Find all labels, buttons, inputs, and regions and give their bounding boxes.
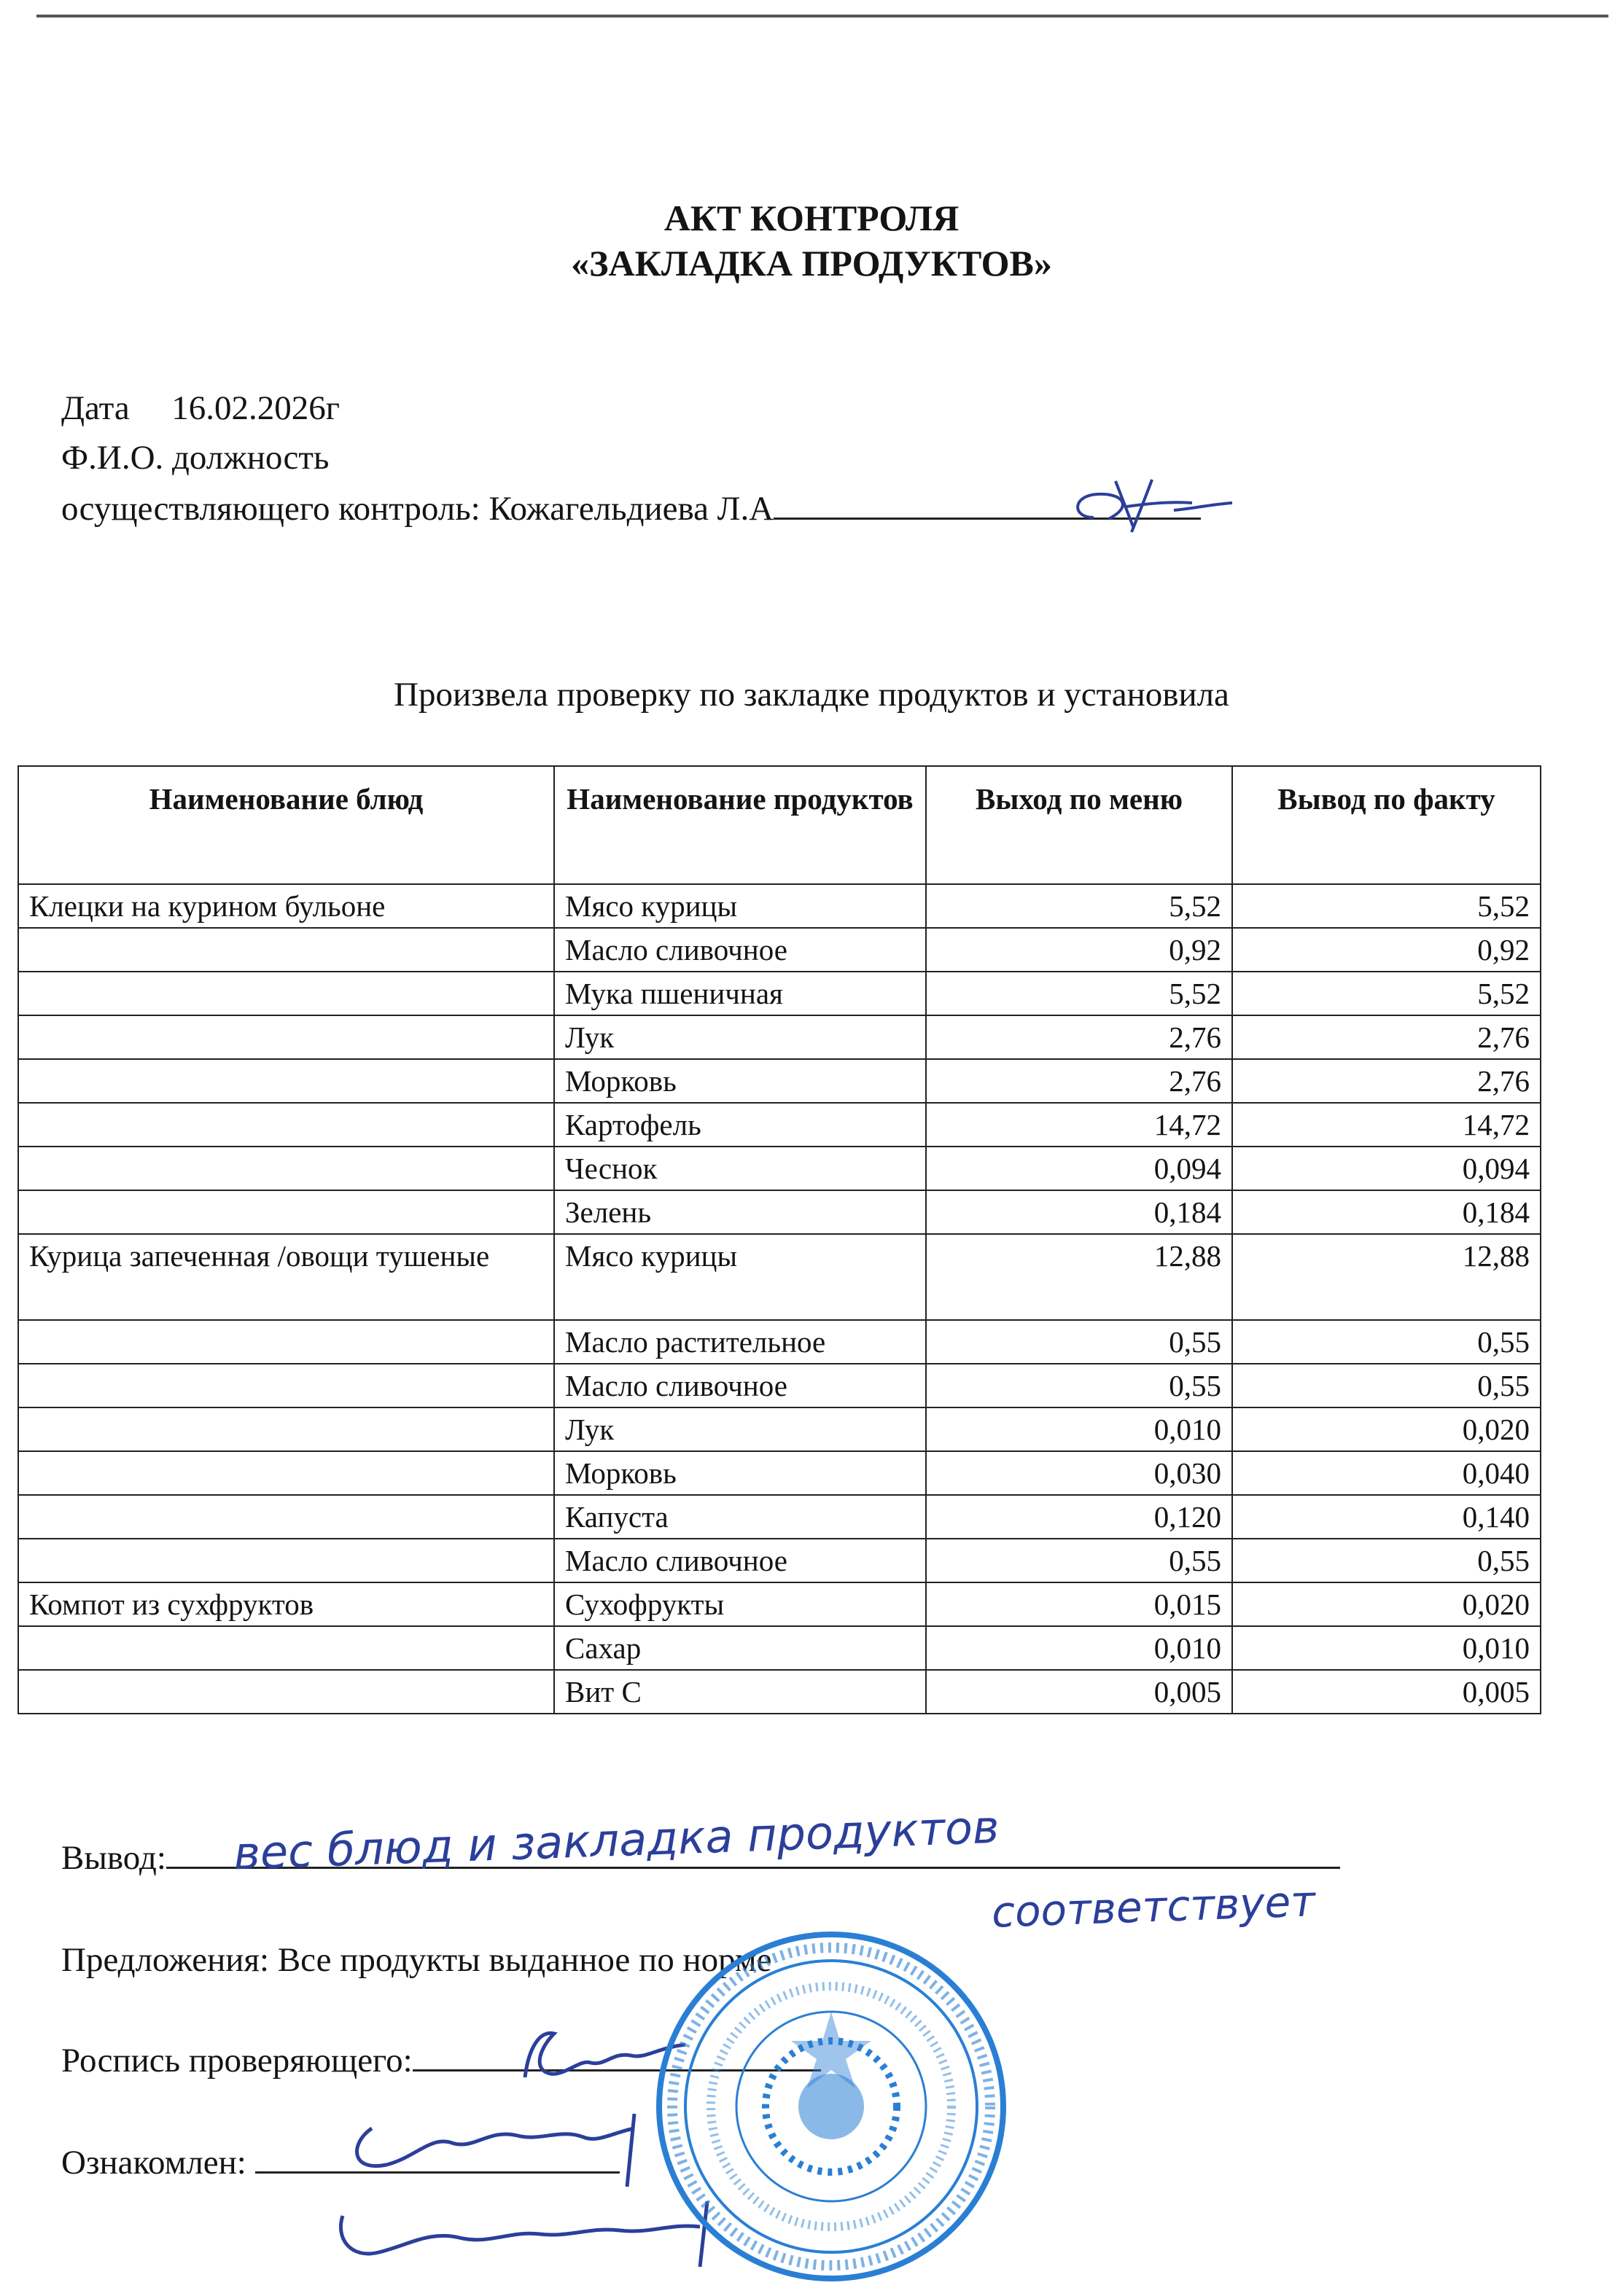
cell-actual-yield: 0,010 <box>1232 1626 1541 1670</box>
cell-menu-yield: 0,92 <box>926 928 1232 972</box>
cell-dish <box>18 1147 554 1190</box>
cell-actual-yield: 0,55 <box>1232 1539 1541 1582</box>
cell-actual-yield: 0,040 <box>1232 1451 1541 1495</box>
table-row <box>18 1015 1541 1059</box>
cell-menu-yield: 0,184 <box>926 1190 1232 1234</box>
cell-actual-yield: 5,52 <box>1232 884 1541 928</box>
title-line-2: «ЗАКЛАДКА ПРОДУКТОВ» <box>571 243 1052 284</box>
cell-actual-yield: 2,76 <box>1232 1059 1541 1103</box>
cell-actual-yield: 5,52 <box>1232 972 1541 1015</box>
document-title <box>0 195 1623 286</box>
table-row <box>18 1320 1541 1364</box>
cell-dish: Курица запеченная /овощи тушеные <box>18 1234 554 1320</box>
cell-product: Масло растительное <box>554 1320 926 1364</box>
cell-menu-yield: 0,030 <box>926 1451 1232 1495</box>
table-row <box>18 1451 1541 1495</box>
cell-dish <box>18 1495 554 1539</box>
cell-product: Картофель <box>554 1103 926 1147</box>
cell-menu-yield: 2,76 <box>926 1015 1232 1059</box>
table-row <box>18 972 1541 1015</box>
controller-row <box>61 488 1201 529</box>
cell-dish <box>18 1059 554 1103</box>
cell-product: Масло сливочное <box>554 1539 926 1582</box>
cell-dish: Компот из сухфруктов <box>18 1582 554 1626</box>
cell-dish <box>18 1626 554 1670</box>
cell-menu-yield: 0,010 <box>926 1626 1232 1670</box>
cell-dish <box>18 928 554 972</box>
cell-menu-yield: 5,52 <box>926 884 1232 928</box>
cell-product: Мясо курицы <box>554 1234 926 1320</box>
cell-actual-yield: 0,92 <box>1232 928 1541 972</box>
cell-product: Капуста <box>554 1495 926 1539</box>
table-row <box>18 1407 1541 1451</box>
table-row <box>18 884 1541 928</box>
date-value: 16.02.2026г <box>171 389 340 427</box>
cell-dish <box>18 1670 554 1714</box>
cell-dish <box>18 1539 554 1582</box>
title-line-1: АКТ КОНТРОЛЯ <box>663 198 960 238</box>
cell-actual-yield: 0,140 <box>1232 1495 1541 1539</box>
cell-actual-yield: 12,88 <box>1232 1234 1541 1320</box>
table-header-row <box>18 766 1541 884</box>
cell-menu-yield: 2,76 <box>926 1059 1232 1103</box>
conclusion-label: Вывод: <box>61 1839 166 1877</box>
cell-dish <box>18 1190 554 1234</box>
table-row <box>18 1059 1541 1103</box>
cell-menu-yield: 5,52 <box>926 972 1232 1015</box>
table-row <box>18 1234 1541 1320</box>
table-row <box>18 1539 1541 1582</box>
cell-product: Сахар <box>554 1626 926 1670</box>
header-actual-yield: Вывод по факту <box>1232 766 1541 884</box>
cell-menu-yield: 0,55 <box>926 1320 1232 1364</box>
cell-actual-yield: 0,020 <box>1232 1582 1541 1626</box>
header-dish: Наименование блюд <box>18 766 554 884</box>
cell-actual-yield: 0,55 <box>1232 1320 1541 1364</box>
cell-dish <box>18 972 554 1015</box>
cell-dish <box>18 1407 554 1451</box>
date-label: Дата <box>61 389 130 427</box>
cell-product: Чеснок <box>554 1147 926 1190</box>
cell-product: Масло сливочное <box>554 1364 926 1407</box>
cell-menu-yield: 0,094 <box>926 1147 1232 1190</box>
cell-product: Лук <box>554 1407 926 1451</box>
date-row <box>61 388 340 429</box>
fio-label: Ф.И.О. должность <box>61 439 330 477</box>
cell-actual-yield: 0,184 <box>1232 1190 1541 1234</box>
cell-menu-yield: 0,120 <box>926 1495 1232 1539</box>
intro-text: Произвела проверку по закладке продуктов и установила <box>394 676 1229 714</box>
cell-product: Лук <box>554 1015 926 1059</box>
table-row <box>18 1495 1541 1539</box>
table-row <box>18 1670 1541 1714</box>
cell-actual-yield: 2,76 <box>1232 1015 1541 1059</box>
controller-signature <box>1065 466 1239 547</box>
table-row <box>18 928 1541 972</box>
inspector-label: Роспись проверяющего: <box>61 2042 413 2080</box>
cell-dish <box>18 1364 554 1407</box>
conclusion-handwriting-1: вес блюд и закладка продуктов <box>233 1800 1000 1881</box>
acquainted-label: Ознакомлен: <box>61 2144 246 2182</box>
cell-actual-yield: 0,020 <box>1232 1407 1541 1451</box>
cell-menu-yield: 0,55 <box>926 1539 1232 1582</box>
proposals-text: Предложения: Все продукты выданное по норме <box>61 1941 772 1979</box>
cell-actual-yield: 0,094 <box>1232 1147 1541 1190</box>
controller-label: осуществляющего контроль: Кожагельдиева Л.А <box>61 490 774 528</box>
table-row <box>18 1190 1541 1234</box>
table-row <box>18 1364 1541 1407</box>
cell-menu-yield: 0,010 <box>926 1407 1232 1451</box>
cell-product: Масло сливочное <box>554 928 926 972</box>
cell-product: Мясо курицы <box>554 884 926 928</box>
cell-product: Сухофрукты <box>554 1582 926 1626</box>
cell-actual-yield: 0,005 <box>1232 1670 1541 1714</box>
cell-dish <box>18 1320 554 1364</box>
products-table <box>17 765 1541 1714</box>
official-seal <box>649 1924 1013 2289</box>
header-menu-yield: Выход по меню <box>926 766 1232 884</box>
cell-actual-yield: 0,55 <box>1232 1364 1541 1407</box>
cell-product: Вит С <box>554 1670 926 1714</box>
cell-menu-yield: 14,72 <box>926 1103 1232 1147</box>
header-product: Наименование продуктов <box>554 766 926 884</box>
table-row <box>18 1626 1541 1670</box>
cell-product: Морковь <box>554 1059 926 1103</box>
cell-menu-yield: 0,55 <box>926 1364 1232 1407</box>
cell-dish <box>18 1015 554 1059</box>
cell-menu-yield: 0,015 <box>926 1582 1232 1626</box>
table-row <box>18 1103 1541 1147</box>
cell-product: Морковь <box>554 1451 926 1495</box>
cell-product: Мука пшеничная <box>554 972 926 1015</box>
cell-dish: Клецки на курином бульоне <box>18 884 554 928</box>
conclusion-handwriting-2: соответствует <box>990 1876 1317 1937</box>
cell-menu-yield: 12,88 <box>926 1234 1232 1320</box>
table-row <box>18 1147 1541 1190</box>
cell-dish <box>18 1103 554 1147</box>
cell-product: Зелень <box>554 1190 926 1234</box>
table-row <box>18 1582 1541 1626</box>
scan-edge-line <box>36 15 1608 17</box>
cell-dish <box>18 1451 554 1495</box>
cell-actual-yield: 14,72 <box>1232 1103 1541 1147</box>
cell-menu-yield: 0,005 <box>926 1670 1232 1714</box>
